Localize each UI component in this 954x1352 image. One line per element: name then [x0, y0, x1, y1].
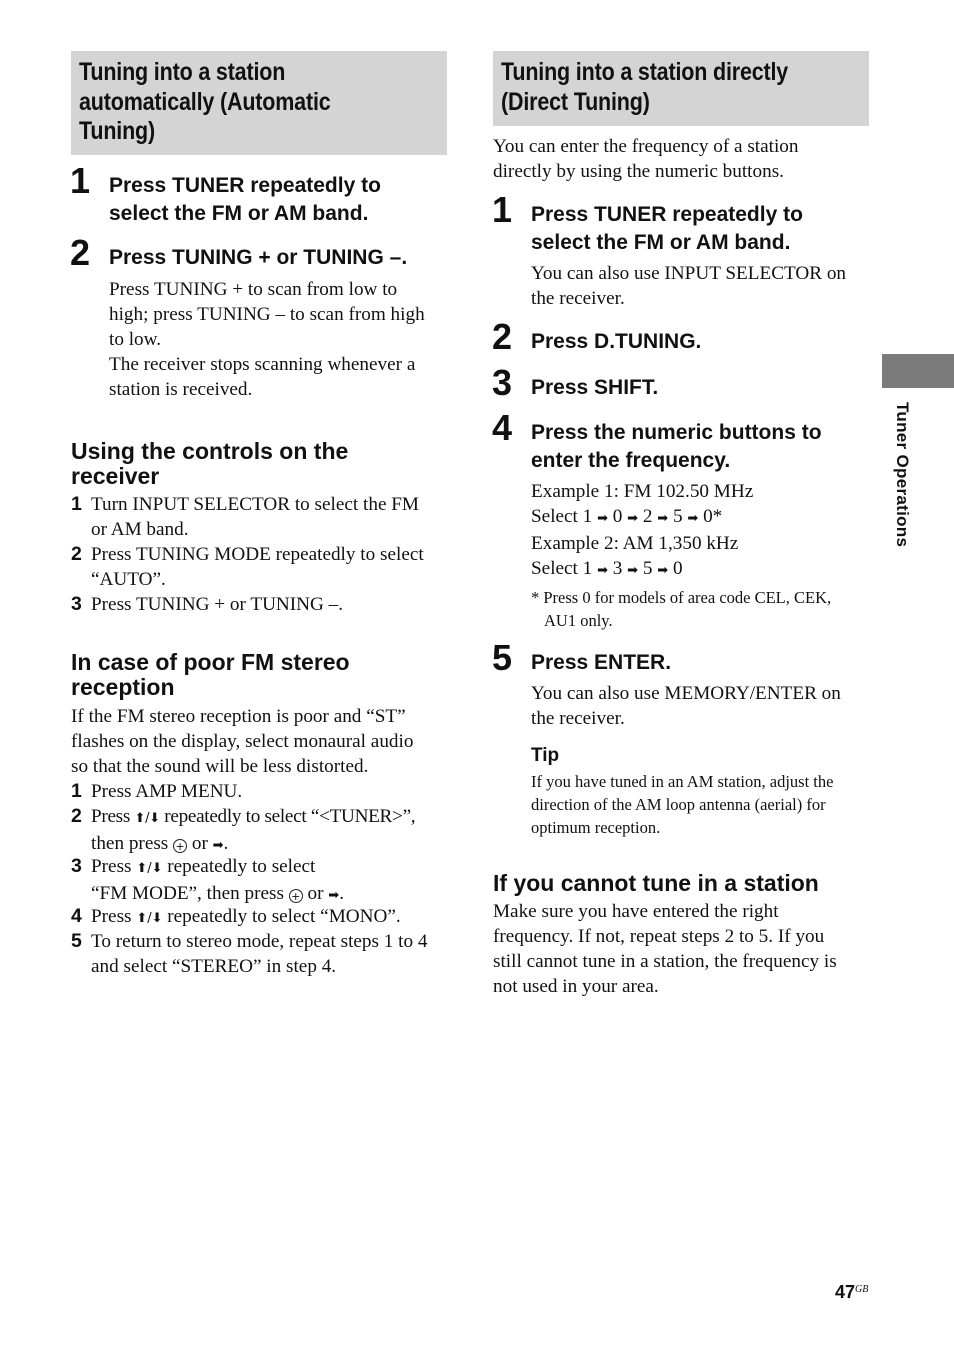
body-line: directly by using the numeric buttons.	[493, 161, 784, 182]
right-arrow-icon: ➡	[597, 511, 608, 526]
body-line: not used in your area.	[493, 976, 659, 997]
body-line: If the FM stereo reception is poor and “ST”	[71, 706, 406, 727]
list-item: 2 Press ⬆/⬇ repeatedly to select “<TUNER>”, then press + or ➡.	[71, 805, 416, 854]
list-text: or	[187, 833, 213, 854]
step-number-5: 5	[492, 637, 513, 678]
heading-line: Tuning into a station	[79, 58, 286, 86]
step-title	[531, 201, 803, 257]
page-number-value: 47	[835, 1282, 856, 1302]
heading-line: automatically (Automatic	[79, 87, 331, 116]
list-text: and select “STEREO” in step 4.	[91, 956, 337, 977]
section-heading-automatic-tuning	[71, 51, 447, 155]
cannot-tune-text	[493, 899, 837, 999]
body-line: frequency. If not, repeat steps 2 to 5. If you	[493, 926, 825, 947]
body-line: station is received.	[109, 379, 253, 400]
list-text: “FM MODE”, then press	[91, 883, 289, 904]
list-number: 2	[71, 805, 82, 827]
frequency-examples	[531, 479, 753, 583]
chapter-tab-text: Tuner Operations	[893, 402, 912, 548]
direct-tuning-intro	[493, 134, 798, 184]
tip-text	[531, 770, 833, 839]
list-item	[71, 904, 451, 929]
enter-button-icon: +	[173, 839, 187, 853]
up-down-arrow-icon: ⬆/⬇	[134, 811, 160, 826]
step-title: Press TUNING + or TUNING –.	[109, 246, 408, 269]
list-text: Press	[91, 806, 135, 827]
heading-line: Tuning)	[79, 117, 156, 145]
step-title: Press ENTER.	[531, 651, 672, 674]
list-text: repeatedly to select “<TUNER>”,	[159, 806, 416, 827]
body-line: You can enter the frequency of a station	[493, 136, 799, 157]
list-number: 4	[71, 905, 82, 927]
step-number-4: 4	[492, 407, 513, 448]
tip-label: Tip	[531, 745, 560, 766]
right-arrow-icon: ➡	[627, 511, 639, 526]
list-text: Press	[91, 856, 137, 877]
subheading-line: Using the controls on the	[71, 438, 349, 464]
body-line: Press TUNING + to scan from low to	[109, 279, 398, 300]
step-number-2: 2	[70, 232, 91, 273]
up-down-arrow-icon: ⬆/⬇	[136, 861, 163, 876]
body-line: still cannot tune in a station, the frequency is	[493, 951, 837, 972]
list-text: Press TUNING MODE repeatedly to select	[91, 544, 424, 565]
step-title-line: enter the frequency.	[531, 449, 731, 472]
subheading-line: reception	[71, 674, 175, 700]
body-line: the receiver.	[531, 708, 625, 729]
list-item	[71, 542, 451, 592]
list-item: 3 Press ⬆/⬇ repeatedly to select “FM MODE”, then press + or ➡.	[71, 855, 344, 904]
list-number: 1	[71, 780, 82, 802]
step-title: Press SHIFT.	[531, 376, 659, 399]
list-text: repeatedly to select “MONO”.	[162, 906, 401, 927]
list-text: repeatedly to select	[162, 856, 316, 877]
tip-line: direction of the AM loop antenna (aerial) for	[531, 795, 826, 814]
body-line: You can also use INPUT SELECTOR on	[531, 263, 847, 284]
body-line: the receiver.	[531, 288, 625, 309]
example-line: Example 2: AM 1,350 kHz	[531, 533, 739, 554]
step-title-line: select the FM or AM band.	[109, 202, 369, 225]
list-item	[71, 592, 451, 617]
footnote	[531, 586, 831, 632]
body-line: so that the sound will be less distorted.	[71, 756, 369, 777]
right-arrow-icon: ➡	[212, 838, 224, 853]
body-line: to low.	[109, 329, 162, 350]
footnote-line: * Press 0 for models of area code CEL, CEK,	[531, 588, 832, 607]
page-number	[835, 1282, 868, 1303]
body-line: Make sure you have entered the right	[493, 901, 779, 922]
subheading-receiver-controls	[71, 439, 348, 489]
list-text: Turn INPUT SELECTOR to select the FM	[91, 494, 419, 515]
right-arrow-icon: ➡	[597, 563, 608, 578]
right-arrow-icon: ➡	[627, 563, 639, 578]
list-item	[71, 492, 451, 542]
step-number-2: 2	[492, 316, 513, 357]
chapter-tab-marker	[882, 354, 954, 388]
step-body	[109, 277, 425, 402]
step-title: Press D.TUNING.	[531, 330, 702, 353]
right-arrow-icon: ➡	[328, 888, 340, 903]
chapter-tab-label	[892, 402, 916, 582]
body-line: high; press TUNING – to scan from high	[109, 304, 425, 325]
list-text: Press TUNING + or TUNING –.	[91, 594, 344, 615]
list-text: then press	[91, 833, 174, 854]
subheading-poor-fm-reception	[71, 650, 350, 700]
list-item	[71, 929, 451, 979]
list-text: Press AMP MENU.	[91, 781, 243, 802]
list-text: or	[302, 883, 329, 904]
footnote-line: AU1 only.	[544, 611, 613, 630]
heading-line: Tuning into a station directly	[501, 58, 789, 86]
list-text: To return to stereo mode, repeat steps 1 to 4	[91, 931, 428, 952]
step-title-line: select the FM or AM band.	[531, 231, 791, 254]
right-arrow-icon: ➡	[657, 563, 669, 578]
heading-line: (Direct Tuning)	[501, 87, 650, 116]
tip-line: If you have tuned in an AM station, adjust the	[531, 772, 834, 791]
list-text: “AUTO”.	[91, 569, 166, 590]
list-item	[71, 779, 451, 804]
list-text: or AM band.	[91, 519, 189, 540]
step-title-line: Press TUNER repeatedly to	[531, 203, 803, 226]
step-title	[109, 172, 381, 228]
step-number-3: 3	[492, 362, 513, 403]
tip-line: optimum reception.	[531, 818, 661, 837]
body-line: flashes on the display, select monaural audio	[71, 731, 414, 752]
subheading-line: In case of poor FM stereo	[71, 649, 350, 675]
step-number-1: 1	[492, 189, 513, 230]
list-number: 5	[71, 930, 82, 952]
list-number: 3	[71, 855, 82, 877]
select-sequence: Select 1 ➡ 3 ➡ 5 ➡ 0	[531, 558, 683, 579]
step-number-1: 1	[70, 160, 91, 201]
subheading-line: receiver	[71, 463, 160, 489]
body-line: The receiver stops scanning whenever a	[109, 354, 416, 375]
right-arrow-icon: ➡	[687, 511, 699, 526]
step-body	[531, 261, 846, 311]
list-number: 3	[71, 593, 82, 615]
enter-button-icon: +	[289, 889, 303, 903]
page-number-suffix: GB	[855, 1284, 869, 1295]
list-number: 2	[71, 543, 82, 565]
step-title-line: Press TUNER repeatedly to	[109, 174, 381, 197]
step-title-line: Press the numeric buttons to	[531, 421, 822, 444]
example-line: Example 1: FM 102.50 MHz	[531, 481, 754, 502]
up-down-arrow-icon: ⬆/⬇	[136, 911, 163, 926]
poor-reception-intro	[71, 704, 413, 779]
body-line: You can also use MEMORY/ENTER on	[531, 683, 841, 704]
right-arrow-icon: ➡	[657, 511, 669, 526]
section-heading-direct-tuning	[493, 51, 869, 126]
list-text: Press	[91, 906, 137, 927]
list-number: 1	[71, 493, 82, 515]
step-title	[531, 419, 822, 475]
select-sequence: Select 1 ➡ 0 ➡ 2 ➡ 5 ➡ 0*	[531, 506, 723, 527]
step-body	[531, 681, 841, 731]
subheading-cannot-tune: If you cannot tune in a station	[493, 870, 819, 896]
